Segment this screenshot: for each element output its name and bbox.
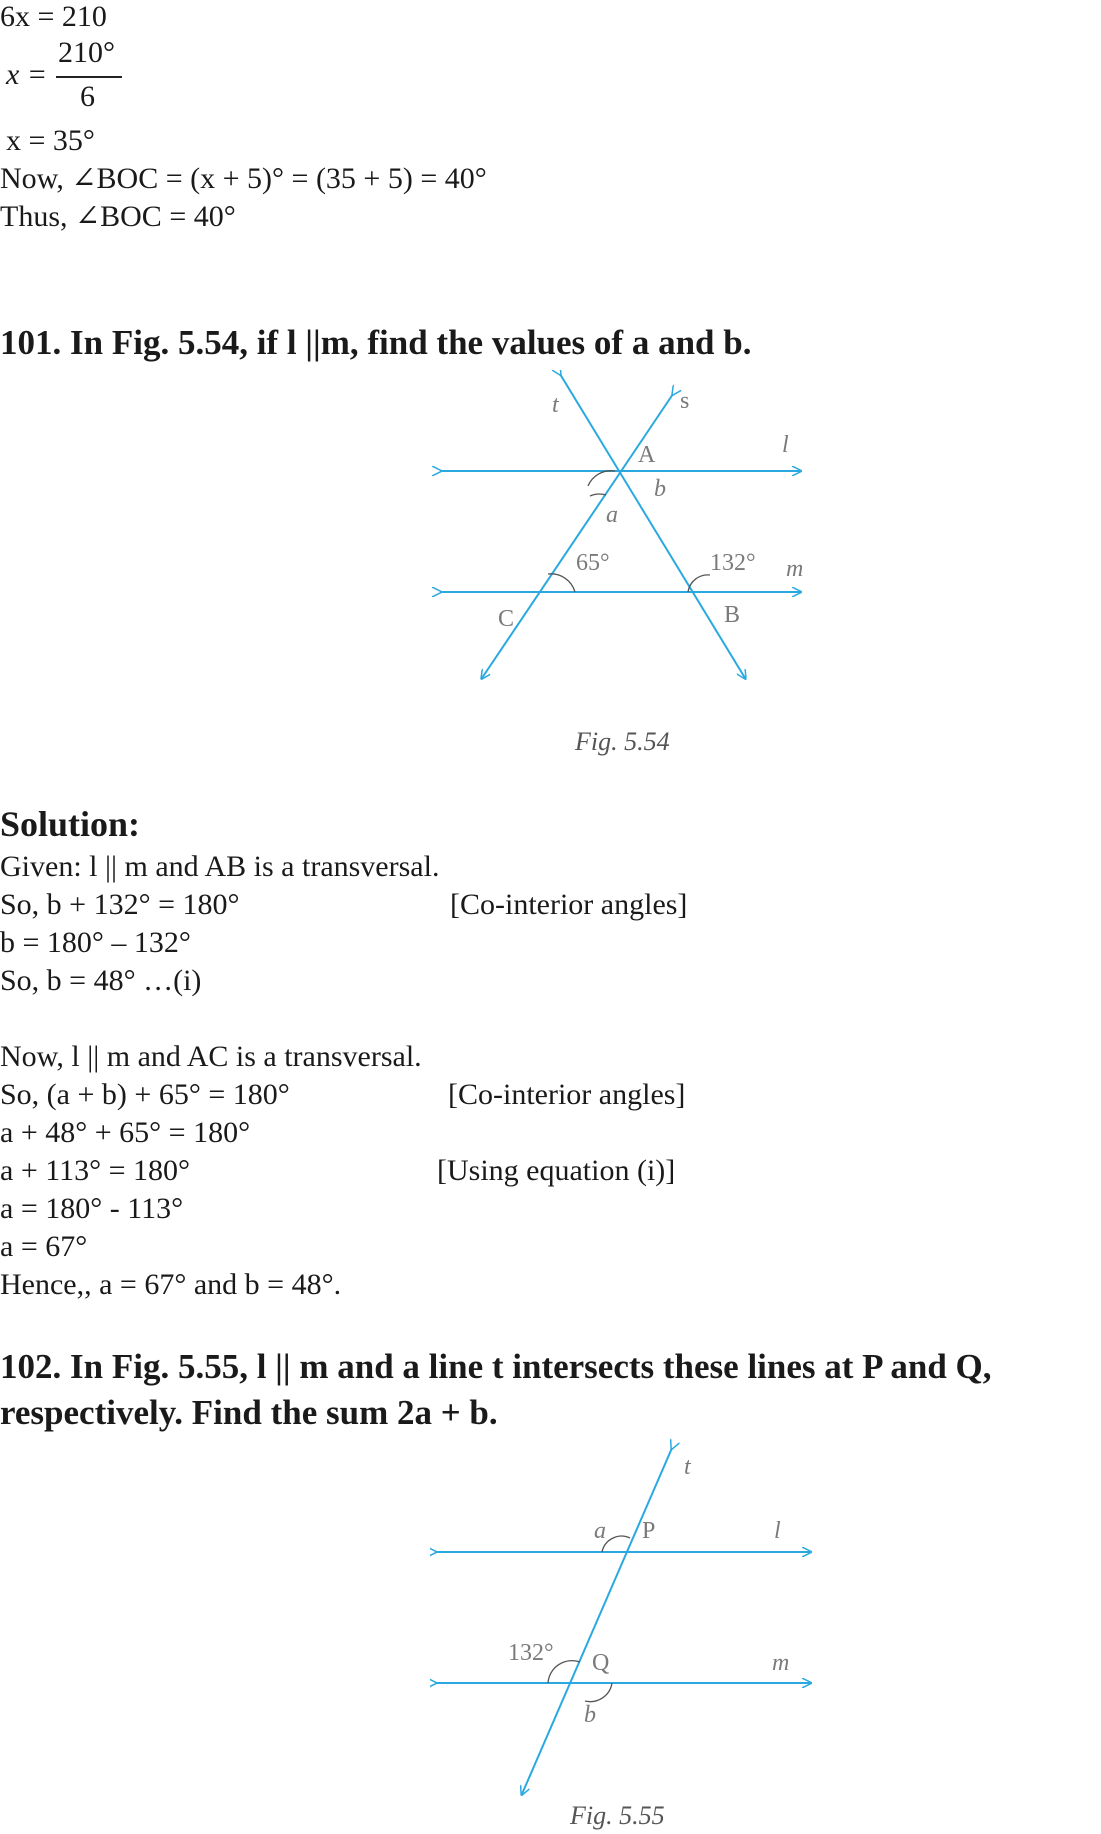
solution-heading: Solution: bbox=[0, 804, 141, 844]
solution-line-4: So, b = 48° …(i) bbox=[0, 964, 202, 997]
question-102-title-line-1: 102. In Fig. 5.55, l || m and a line t intersects these lines at P and Q, bbox=[0, 1347, 992, 1386]
label-b: b bbox=[584, 1702, 596, 1728]
label-s: s bbox=[680, 388, 690, 414]
equation-x-35: x = 35° bbox=[6, 124, 95, 157]
equation-6x: 6x = 210 bbox=[0, 0, 107, 33]
solution-line-2-reason: [Co-interior angles] bbox=[450, 888, 688, 921]
transversal-s bbox=[482, 394, 673, 678]
angle-boc-calc: Now, ∠BOC = (x + 5)° = (35 + 5) = 40° bbox=[0, 162, 487, 195]
solution-line-8-reason: [Using equation (i)] bbox=[437, 1154, 676, 1187]
solution-line-6: So, (a + b) + 65° = 180° bbox=[0, 1078, 290, 1111]
figure-5-54-caption: Fig. 5.54 bbox=[575, 727, 670, 756]
solution-line-7: a + 48° + 65° = 180° bbox=[0, 1116, 251, 1149]
solution-line-2: So, b + 132° = 180° bbox=[0, 888, 240, 921]
fraction-lhs: x = bbox=[6, 58, 48, 91]
label-132: 132° bbox=[508, 1640, 554, 1666]
label-b: b bbox=[654, 476, 666, 502]
label-m: m bbox=[786, 556, 804, 582]
label-m: m bbox=[772, 1650, 790, 1676]
transversal-t bbox=[522, 1448, 672, 1794]
fraction-bar bbox=[56, 76, 122, 78]
angle-b-arc bbox=[585, 1683, 612, 1702]
label-65: 65° bbox=[576, 550, 610, 576]
angle-boc-result: Thus, ∠BOC = 40° bbox=[0, 200, 236, 233]
fraction-numerator: 210° bbox=[58, 36, 115, 69]
solution-line-6-reason: [Co-interior angles] bbox=[448, 1078, 686, 1111]
label-a: a bbox=[594, 1518, 606, 1544]
angle-65-arc bbox=[548, 574, 575, 592]
label-a: a bbox=[606, 502, 618, 528]
solution-line-10: a = 67° bbox=[0, 1230, 88, 1263]
solution-line-11: Hence,, a = 67° and b = 48°. bbox=[0, 1268, 342, 1301]
fraction-denominator: 6 bbox=[80, 80, 95, 113]
label-A: A bbox=[638, 442, 656, 468]
label-B: B bbox=[724, 602, 741, 628]
figure-5-55 bbox=[430, 1438, 830, 1808]
question-102-title-line-2: respectively. Find the sum 2a + b. bbox=[0, 1393, 498, 1432]
question-101-title: 101. In Fig. 5.54, if l ||m, find the values of a and b. bbox=[0, 323, 752, 362]
solution-line-5: Now, l || m and AC is a transversal. bbox=[0, 1040, 422, 1073]
angle-a-arc bbox=[602, 1536, 630, 1552]
label-P: P bbox=[642, 1518, 656, 1544]
angle-b-arc bbox=[588, 471, 615, 486]
label-l: l bbox=[782, 432, 789, 458]
figure-5-55-caption: Fig. 5.55 bbox=[570, 1801, 665, 1830]
label-Q: Q bbox=[592, 1650, 610, 1676]
label-C: C bbox=[498, 606, 515, 632]
solution-line-1: Given: l || m and AB is a transversal. bbox=[0, 850, 440, 883]
label-t: t bbox=[552, 392, 559, 418]
label-t: t bbox=[684, 1454, 691, 1480]
fraction-equation bbox=[0, 36, 140, 116]
label-l: l bbox=[774, 1518, 781, 1544]
solution-line-3: b = 180° – 132° bbox=[0, 926, 191, 959]
figure-5-54 bbox=[430, 370, 830, 700]
solution-line-9: a = 180° - 113° bbox=[0, 1192, 184, 1225]
solution-line-8: a + 113° = 180° bbox=[0, 1154, 191, 1187]
transversal-t bbox=[560, 374, 745, 678]
label-132: 132° bbox=[710, 550, 756, 576]
